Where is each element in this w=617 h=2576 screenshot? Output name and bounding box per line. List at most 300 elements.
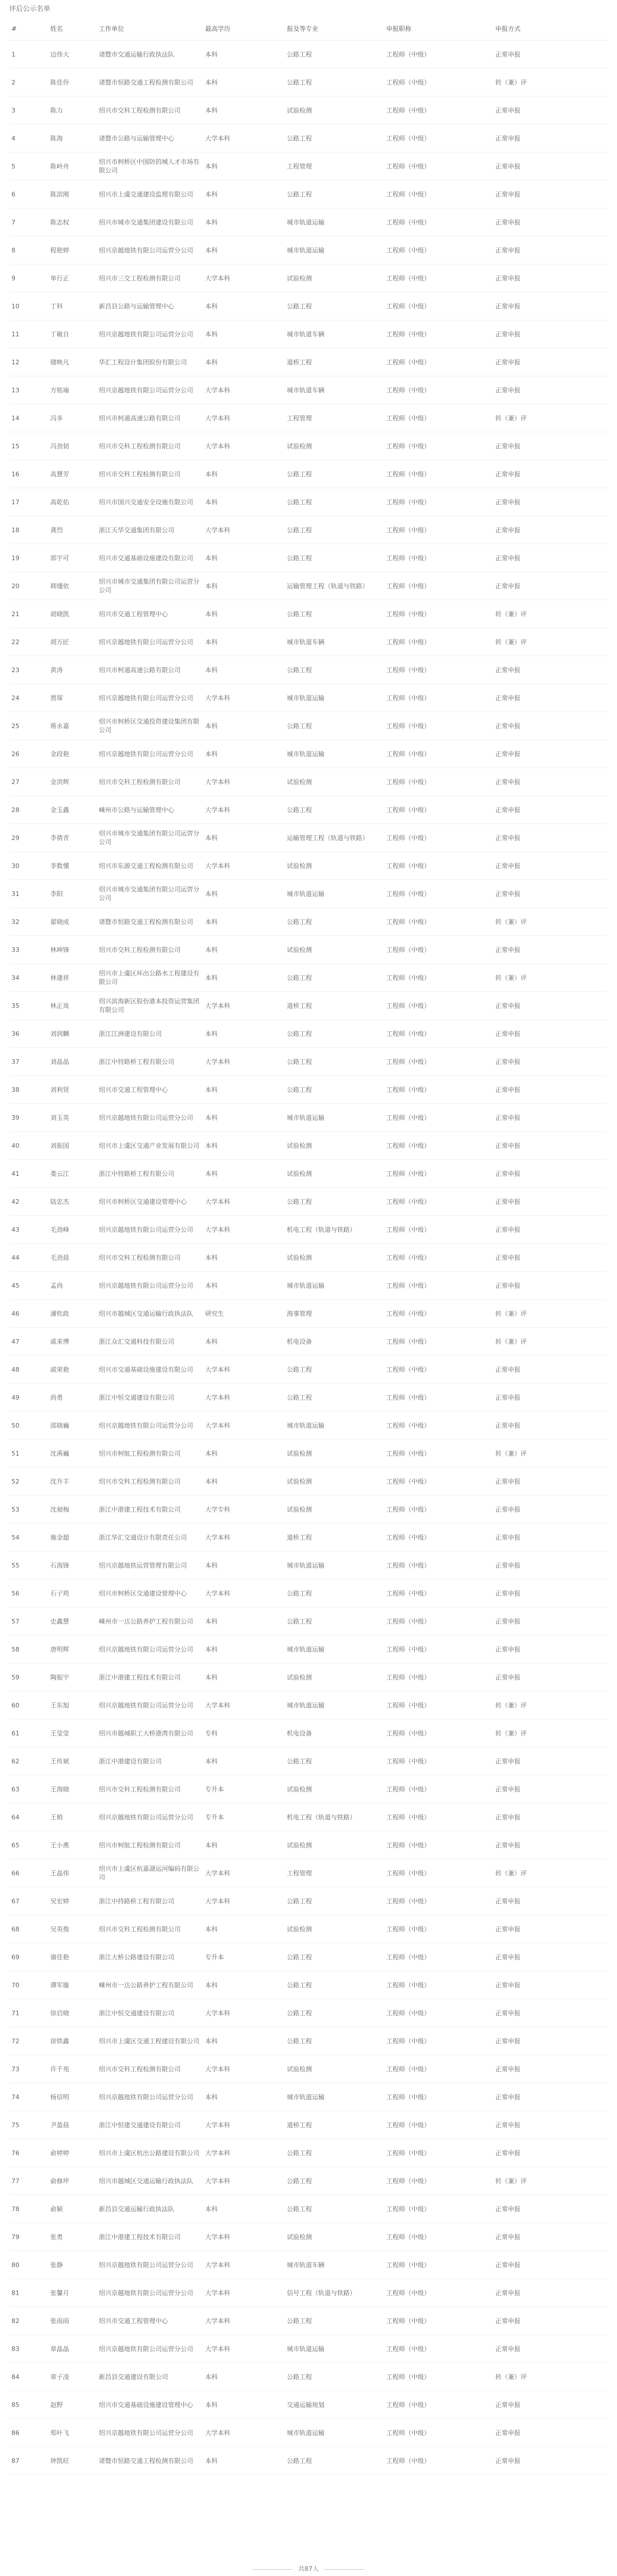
table-cell: 王梢 xyxy=(48,1803,97,1831)
table-cell: 工程师（中级） xyxy=(384,1440,493,1468)
table-cell: 绍兴市越城区交通运输行政执法队 xyxy=(97,2167,203,2195)
table-cell: 公路工程 xyxy=(285,460,384,488)
table-cell: 试验检测 xyxy=(285,1244,384,1272)
column-header: # xyxy=(9,17,48,41)
column-header: 申报方式 xyxy=(493,17,608,41)
table-cell: 正常申报 xyxy=(493,1076,608,1104)
table-cell: 65 xyxy=(9,1831,48,1859)
table-cell: 绍兴市柯通高速公路有限公司 xyxy=(97,656,203,684)
table-cell: 大学本科 xyxy=(203,1999,285,2027)
table-cell: 本科 xyxy=(203,1915,285,1943)
table-cell: 正常申报 xyxy=(493,2419,608,2447)
table-cell: 试验检测 xyxy=(285,1468,384,1496)
table-cell: 64 xyxy=(9,1803,48,1831)
table-cell: 王小燕 xyxy=(48,1831,97,1859)
table-cell: 大学本科 xyxy=(203,2167,285,2195)
table-cell: 嵊州市一达公路养护工程有限公司 xyxy=(97,1971,203,1999)
table-cell: 张雨雨 xyxy=(48,2307,97,2335)
table-cell: 王海晓 xyxy=(48,1775,97,1803)
table-cell: 大学本科 xyxy=(203,2279,285,2307)
table-cell: 试验检测 xyxy=(285,768,384,796)
table-cell: 杨信明 xyxy=(48,2083,97,2111)
table-row xyxy=(9,1915,608,1943)
table-cell: 大学本科 xyxy=(203,404,285,432)
table-cell: 绍兴京越地铁有限公司运营分公司 xyxy=(97,1216,203,1244)
table-cell: 机电工程（轨道与铁路） xyxy=(285,1803,384,1831)
table-cell: 工程师（中级） xyxy=(384,1580,493,1608)
table-cell: 公路工程 xyxy=(285,2167,384,2195)
table-cell: 机电工程（轨道与铁路） xyxy=(285,1216,384,1244)
table-cell: 5 xyxy=(9,152,48,180)
table-cell: 本科 xyxy=(203,628,285,656)
table-cell: 毛劲晨 xyxy=(48,1244,97,1272)
table-cell: 丁科 xyxy=(48,292,97,320)
table-cell: 本科 xyxy=(203,69,285,97)
table-cell: 正常申报 xyxy=(493,1188,608,1216)
table-cell: 城市轨道运输 xyxy=(285,2419,384,2447)
table-cell: 公路工程 xyxy=(285,1384,384,1412)
table-cell: 绍兴市城市交通集团建设有限公司 xyxy=(97,208,203,236)
table-cell: 大学本科 xyxy=(203,1887,285,1915)
table-cell: 章晶晶 xyxy=(48,2335,97,2363)
table-row xyxy=(9,656,608,684)
table-row xyxy=(9,488,608,516)
table-cell: 嵊州市公路与运输管理中心 xyxy=(97,796,203,824)
table-cell: 正常申报 xyxy=(493,1971,608,1999)
table-row xyxy=(9,2391,608,2419)
table-row xyxy=(9,1160,608,1188)
table-cell: 城市轨道运输 xyxy=(285,236,384,264)
table-cell: 丁敏自 xyxy=(48,320,97,348)
table-row xyxy=(9,1272,608,1300)
table-cell: 工程师（中级） xyxy=(384,1831,493,1859)
table-cell: 城市轨道运输 xyxy=(285,1635,384,1663)
table-cell: 绍兴市柯桥区中国防的城人才市场有限公司 xyxy=(97,152,203,180)
table-cell: 正常申报 xyxy=(493,2027,608,2055)
table-cell: 正常申报 xyxy=(493,2083,608,2111)
table-cell: 转（兼）评 xyxy=(493,1691,608,1719)
table-row xyxy=(9,1216,608,1244)
table-cell: 研究生 xyxy=(203,1300,285,1328)
table-row xyxy=(9,348,608,376)
table-row xyxy=(9,1244,608,1272)
table-row xyxy=(9,124,608,152)
table-cell: 正常申报 xyxy=(493,2195,608,2223)
table-row xyxy=(9,1747,608,1775)
table-row xyxy=(9,404,608,432)
table-cell: 工程师（中级） xyxy=(384,2447,493,2475)
table-cell: 刘玉英 xyxy=(48,1104,97,1132)
table-row xyxy=(9,1859,608,1887)
table-cell: 工程师（中级） xyxy=(384,1719,493,1747)
table-row xyxy=(9,376,608,404)
table-cell: 本科 xyxy=(203,1104,285,1132)
table-cell: 本科 xyxy=(203,1132,285,1160)
table-cell: 道桥工程 xyxy=(285,992,384,1020)
table-row xyxy=(9,824,608,852)
table-cell: 工程师（中级） xyxy=(384,1020,493,1048)
table-cell: 城市轨道运输 xyxy=(285,208,384,236)
table-cell: 赵野 xyxy=(48,2391,97,2419)
table-cell: 公路工程 xyxy=(285,908,384,936)
table-cell: 本科 xyxy=(203,908,285,936)
table-cell: 公路工程 xyxy=(285,124,384,152)
table-cell: 本科 xyxy=(203,1971,285,1999)
table-cell: 工程师（中级） xyxy=(384,1160,493,1188)
table-cell: 工程师（中级） xyxy=(384,41,493,69)
table-cell: 翟晓成 xyxy=(48,908,97,936)
table-cell: 工程师（中级） xyxy=(384,964,493,992)
table-cell: 49 xyxy=(9,1384,48,1412)
table-cell: 正常申报 xyxy=(493,2335,608,2363)
table-cell: 正常申报 xyxy=(493,1048,608,1076)
table-cell: 工程师（中级） xyxy=(384,2111,493,2139)
table-cell: 公路工程 xyxy=(285,1188,384,1216)
table-cell: 公路工程 xyxy=(285,2447,384,2475)
publicity-table xyxy=(9,17,608,2475)
footer-divider-left xyxy=(253,2569,293,2570)
table-cell: 储映凡 xyxy=(48,348,97,376)
table-cell: 运输管理工程（轨道与铁路） xyxy=(285,572,384,600)
table-cell: 26 xyxy=(9,740,48,768)
table-cell: 工程师（中级） xyxy=(384,1412,493,1440)
table-cell: 浙江天华交通集团有限公司 xyxy=(97,516,203,544)
table-cell: 正常申报 xyxy=(493,1272,608,1300)
table-cell: 32 xyxy=(9,908,48,936)
table-cell: 16 xyxy=(9,460,48,488)
table-cell: 绍兴市柯桥区交通建设管理中心 xyxy=(97,1580,203,1608)
table-cell: 公路工程 xyxy=(285,600,384,628)
table-cell: 绍兴市柯航工程检测有限公司 xyxy=(97,1440,203,1468)
table-cell: 47 xyxy=(9,1328,48,1356)
table-cell: 娄云江 xyxy=(48,1160,97,1188)
table-cell: 正常申报 xyxy=(493,824,608,852)
table-cell: 陈海 xyxy=(48,124,97,152)
table-cell: 40 xyxy=(9,1132,48,1160)
table-cell: 工程师（中级） xyxy=(384,2139,493,2167)
table-row xyxy=(9,1663,608,1691)
table-cell: 工程师（中级） xyxy=(384,1552,493,1580)
table-row xyxy=(9,97,608,124)
table-cell: 53 xyxy=(9,1496,48,1524)
table-cell: 大学本科 xyxy=(203,992,285,1020)
table-cell: 沈昶梅 xyxy=(48,1496,97,1524)
table-cell: 工程师（中级） xyxy=(384,376,493,404)
table-cell: 10 xyxy=(9,292,48,320)
table-cell: 工程师（中级） xyxy=(384,1384,493,1412)
table-cell: 工程师（中级） xyxy=(384,124,493,152)
table-cell: 61 xyxy=(9,1719,48,1747)
table-cell: 工程师（中级） xyxy=(384,1496,493,1524)
table-cell: 城市轨道运输 xyxy=(285,880,384,908)
table-cell: 徐铁鑫 xyxy=(48,2027,97,2055)
table-cell: 林建祥 xyxy=(48,964,97,992)
table-row xyxy=(9,1691,608,1719)
table-cell: 本科 xyxy=(203,1440,285,1468)
table-cell: 工程师（中级） xyxy=(384,432,493,460)
table-cell: 交通运输规划 xyxy=(285,2391,384,2419)
table-cell: 28 xyxy=(9,796,48,824)
table-cell: 3 xyxy=(9,97,48,124)
table-cell: 诸暨市恒路交通工程检测有限公司 xyxy=(97,2447,203,2475)
table-row xyxy=(9,1635,608,1663)
table-cell: 边伟大 xyxy=(48,41,97,69)
table-cell: 绍兴京越地铁有限公司运营分公司 xyxy=(97,2279,203,2307)
table-cell: 绍兴市交科工程检测有限公司 xyxy=(97,1775,203,1803)
table-cell: 本科 xyxy=(203,97,285,124)
table-row xyxy=(9,1384,608,1412)
table-cell: 蒋永嘉 xyxy=(48,712,97,740)
table-cell: 公路工程 xyxy=(285,1608,384,1635)
table-row xyxy=(9,2027,608,2055)
table-cell: 工程师（中级） xyxy=(384,628,493,656)
table-cell: 本科 xyxy=(203,1663,285,1691)
table-cell: 陈力 xyxy=(48,97,97,124)
table-row xyxy=(9,1552,608,1580)
table-cell: 公路工程 xyxy=(285,516,384,544)
table-cell: 专科 xyxy=(203,1719,285,1747)
table-cell: 毛劲峰 xyxy=(48,1216,97,1244)
table-cell: 沈禹巍 xyxy=(48,1440,97,1468)
table-cell: 本科 xyxy=(203,1635,285,1663)
table-cell: 43 xyxy=(9,1216,48,1244)
table-cell: 诸暨市恒路交通工程检测有限公司 xyxy=(97,69,203,97)
table-cell: 绍兴京越地铁有限公司运营分公司 xyxy=(97,1104,203,1132)
table-cell: 绍兴京越地铁有限公司运营分公司 xyxy=(97,628,203,656)
table-cell: 绍兴市柯航工程检测有限公司 xyxy=(97,1831,203,1859)
table-cell: 工程师（中级） xyxy=(384,348,493,376)
table-cell: 公路工程 xyxy=(285,712,384,740)
table-cell: 绍兴市交科工程检测有限公司 xyxy=(97,2055,203,2083)
table-cell: 工程师（中级） xyxy=(384,2195,493,2223)
table-cell: 金段艳 xyxy=(48,740,97,768)
table-cell: 张勇 xyxy=(48,2223,97,2251)
table-cell: 试验检测 xyxy=(285,1160,384,1188)
table-cell: 唐明辉 xyxy=(48,1635,97,1663)
table-cell: 公路工程 xyxy=(285,2195,384,2223)
table-cell: 56 xyxy=(9,1580,48,1608)
table-cell: 浙江中港建工程技术有限公司 xyxy=(97,2223,203,2251)
table-cell: 张静 xyxy=(48,2251,97,2279)
table-cell: 绍兴京越地铁有限公司运营分公司 xyxy=(97,320,203,348)
table-cell: 本科 xyxy=(203,208,285,236)
table-cell: 大学本科 xyxy=(203,1691,285,1719)
table-cell: 绍兴市柯通高速公路有限公司 xyxy=(97,404,203,432)
table-cell: 浙江中持路桥工程有限公司 xyxy=(97,1887,203,1915)
table-cell: 正常申报 xyxy=(493,292,608,320)
table-cell: 87 xyxy=(9,2447,48,2475)
table-row xyxy=(9,2363,608,2391)
table-cell: 绍兴市越城职工大桥港湾有限公司 xyxy=(97,1719,203,1747)
table-cell: 转（兼）评 xyxy=(493,1300,608,1328)
table-row xyxy=(9,1188,608,1216)
table-cell: 转（兼）评 xyxy=(493,1719,608,1747)
table-cell: 工程管理 xyxy=(285,404,384,432)
table-row xyxy=(9,2335,608,2363)
table-cell: 浙江江洲建设有限公司 xyxy=(97,1020,203,1048)
table-cell: 绍兴市交通基础设施建设有限公司 xyxy=(97,544,203,572)
table-cell: 工程师（中级） xyxy=(384,740,493,768)
table-cell: 6 xyxy=(9,180,48,208)
table-cell: 工程师（中级） xyxy=(384,1188,493,1216)
table-cell: 38 xyxy=(9,1076,48,1104)
table-cell: 大学本科 xyxy=(203,1216,285,1244)
table-cell: 公路工程 xyxy=(285,1999,384,2027)
table-cell: 刘晶晶 xyxy=(48,1048,97,1076)
table-cell: 吴宏婷 xyxy=(48,1887,97,1915)
table-cell: 绍兴市交通基础设施建设管理中心 xyxy=(97,2391,203,2419)
table-cell: 大学本科 xyxy=(203,1356,285,1384)
table-cell: 20 xyxy=(9,572,48,600)
table-cell: 试验检测 xyxy=(285,1775,384,1803)
table-cell: 城市轨道运输 xyxy=(285,1691,384,1719)
table-cell: 城市轨道运输 xyxy=(285,2083,384,2111)
table-cell: 正常申报 xyxy=(493,488,608,516)
table-row xyxy=(9,41,608,69)
table-cell: 公路工程 xyxy=(285,488,384,516)
table-cell: 正常申报 xyxy=(493,1775,608,1803)
table-row xyxy=(9,768,608,796)
table-cell: 陆忠杰 xyxy=(48,1188,97,1216)
table-cell: 史鑫慧 xyxy=(48,1608,97,1635)
table-cell: 工程师（中级） xyxy=(384,2055,493,2083)
table-cell: 大学本科 xyxy=(203,376,285,404)
table-row xyxy=(9,2307,608,2335)
table-cell: 正常申报 xyxy=(493,880,608,908)
table-cell: 84 xyxy=(9,2363,48,2391)
table-cell: 正常申报 xyxy=(493,2251,608,2279)
table-cell: 48 xyxy=(9,1356,48,1384)
table-cell: 试验检测 xyxy=(285,852,384,880)
table-row xyxy=(9,292,608,320)
table-row xyxy=(9,1356,608,1384)
table-cell: 正常申报 xyxy=(493,1412,608,1440)
table-cell: 徐启晓 xyxy=(48,1999,97,2027)
table-cell: 大学本科 xyxy=(203,768,285,796)
table-cell: 工程管理 xyxy=(285,1859,384,1887)
table-cell: 42 xyxy=(9,1188,48,1216)
table-cell: 工程师（中级） xyxy=(384,1076,493,1104)
table-cell: 绍兴市上虞区交通工程建设有限公司 xyxy=(97,2027,203,2055)
table-cell: 公路工程 xyxy=(285,796,384,824)
table-row xyxy=(9,1943,608,1971)
table-cell: 正常申报 xyxy=(493,264,608,292)
table-cell: 专升本 xyxy=(203,1943,285,1971)
table-cell: 金洪辉 xyxy=(48,768,97,796)
table-cell: 14 xyxy=(9,404,48,432)
table-cell: 正常申报 xyxy=(493,152,608,180)
table-cell: 刘利贤 xyxy=(48,1076,97,1104)
table-cell: 本科 xyxy=(203,740,285,768)
table-cell: 本科 xyxy=(203,488,285,516)
table-cell: 转（兼）评 xyxy=(493,1440,608,1468)
table-cell: 正常申报 xyxy=(493,1524,608,1552)
table-cell: 试验检测 xyxy=(285,1663,384,1691)
table-row xyxy=(9,1971,608,1999)
table-cell: 浙江中持路桥工程有限公司 xyxy=(97,1160,203,1188)
table-cell: 绍兴市上虞区环出公路水工程建设有限公司 xyxy=(97,964,203,992)
table-cell: 本科 xyxy=(203,2027,285,2055)
table-cell: 试验检测 xyxy=(285,936,384,964)
table-cell: 大学本科 xyxy=(203,1048,285,1076)
table-cell: 绍兴京越地铁有限公司运营分公司 xyxy=(97,1635,203,1663)
table-cell: 大学本科 xyxy=(203,1524,285,1552)
table-cell: 戚荣艳 xyxy=(48,1356,97,1384)
table-cell: 55 xyxy=(9,1552,48,1580)
table-row xyxy=(9,2195,608,2223)
table-row xyxy=(9,1048,608,1076)
table-cell: 正常申报 xyxy=(493,1468,608,1496)
table-cell: 工程师（中级） xyxy=(384,1775,493,1803)
table-cell: 高慧芳 xyxy=(48,460,97,488)
table-cell: 15 xyxy=(9,432,48,460)
table-cell: 正常申报 xyxy=(493,2223,608,2251)
table-cell: 试验检测 xyxy=(285,1132,384,1160)
table-cell: 城市轨道车辆 xyxy=(285,376,384,404)
table-cell: 工程师（中级） xyxy=(384,768,493,796)
table-header-row xyxy=(9,17,608,41)
table-row xyxy=(9,684,608,712)
table-cell: 公路工程 xyxy=(285,180,384,208)
table-row xyxy=(9,2167,608,2195)
table-cell: 林坤锋 xyxy=(48,936,97,964)
table-cell: 正常申报 xyxy=(493,1356,608,1384)
table-cell: 绍兴京越地铁有限公司运营分公司 xyxy=(97,2335,203,2363)
table-cell: 本科 xyxy=(203,656,285,684)
table-cell: 浙江中持路桥工程有限公司 xyxy=(97,1048,203,1076)
table-cell: 正常申报 xyxy=(493,1160,608,1188)
table-cell: 正常申报 xyxy=(493,1020,608,1048)
table-body xyxy=(9,41,608,2475)
table-cell: 诸暨市交通运输行政执法队 xyxy=(97,41,203,69)
table-row xyxy=(9,796,608,824)
table-cell: 浙江中恒交通建设有限公司 xyxy=(97,1999,203,2027)
table-cell: 52 xyxy=(9,1468,48,1496)
table-cell: 浙江大桥公路建设有限公司 xyxy=(97,1943,203,1971)
table-cell: 工程师（中级） xyxy=(384,572,493,600)
table-cell: 林正岚 xyxy=(48,992,97,1020)
table-cell: 24 xyxy=(9,684,48,712)
table-cell: 城市轨道运输 xyxy=(285,1272,384,1300)
table-cell: 大学本科 xyxy=(203,684,285,712)
table-cell: 潘钦政 xyxy=(48,1300,97,1328)
table-cell: 本科 xyxy=(203,460,285,488)
table-cell: 4 xyxy=(9,124,48,152)
table-cell: 35 xyxy=(9,992,48,1020)
table-cell: 本科 xyxy=(203,2363,285,2391)
table-cell: 陈佳伶 xyxy=(48,69,97,97)
table-cell: 75 xyxy=(9,2111,48,2139)
table-cell: 本科 xyxy=(203,964,285,992)
table-cell: 工程师（中级） xyxy=(384,1216,493,1244)
table-row xyxy=(9,880,608,908)
table-row xyxy=(9,2223,608,2251)
table-cell: 8 xyxy=(9,236,48,264)
table-cell: 41 xyxy=(9,1160,48,1188)
table-row xyxy=(9,712,608,740)
table-cell: 胡晓凯 xyxy=(48,600,97,628)
table-cell: 转（兼）评 xyxy=(493,404,608,432)
table-row xyxy=(9,544,608,572)
table-cell: 王莹莹 xyxy=(48,1719,97,1747)
table-cell: 绍兴京越地铁有限公司运营分公司 xyxy=(97,2251,203,2279)
table-row xyxy=(9,1328,608,1356)
table-cell: 本科 xyxy=(203,2195,285,2223)
table-cell: 本科 xyxy=(203,1244,285,1272)
table-cell: 冯劲韧 xyxy=(48,432,97,460)
table-row xyxy=(9,1719,608,1747)
table-cell: 本科 xyxy=(203,1272,285,1300)
